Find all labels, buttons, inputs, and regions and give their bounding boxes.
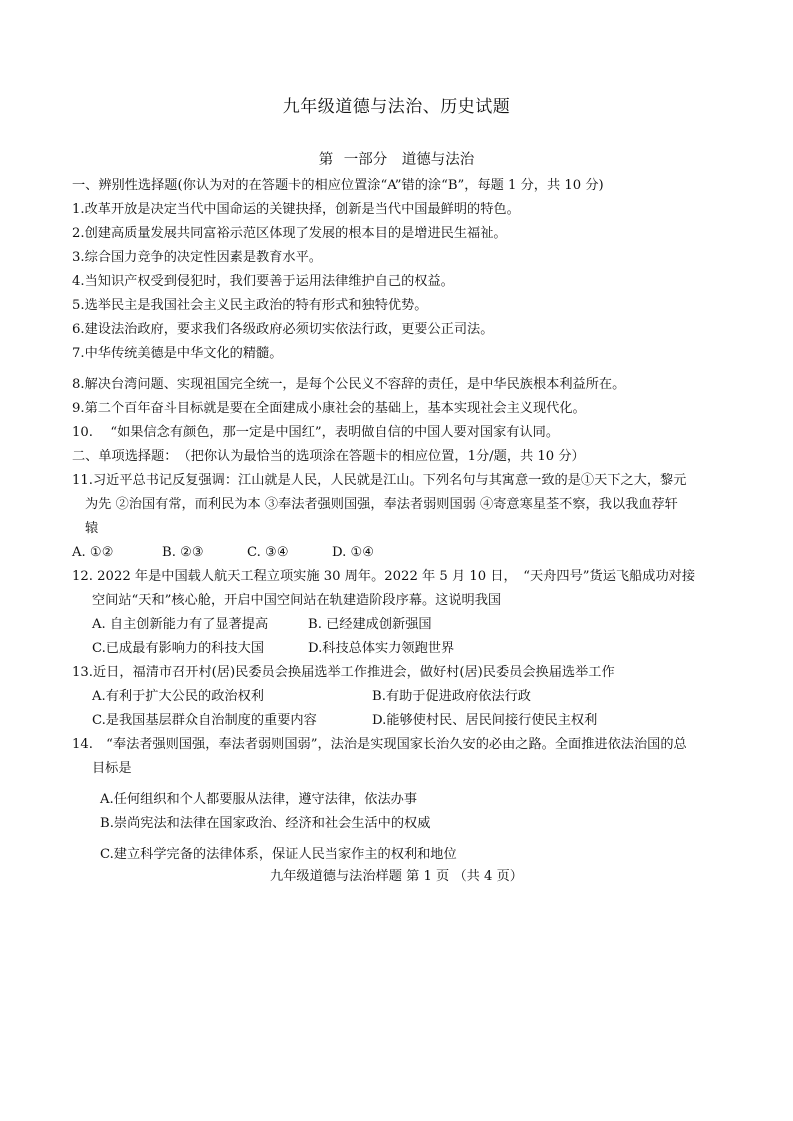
question-13-options-row2 bbox=[92, 711, 597, 731]
option-a: A.有利于扩大公民的政治权利 bbox=[92, 689, 264, 704]
page-footer: 九年级道德与法治样题 第 1 页 （共 4 页） bbox=[270, 869, 523, 884]
option-b: B.崇尚宪法和法律在国家政治、经济和社会生活中的权威 bbox=[100, 816, 431, 831]
statement-item: 10. “如果信念有颜色，那一定是中国红”，表明做自信的中国人要对国家有认同。 bbox=[72, 425, 560, 440]
part-heading: 第 一部分 道德与法治 bbox=[318, 152, 475, 168]
option-c: C.建立科学完备的法律体系，保证人民当家作主的权利和地位 bbox=[100, 847, 457, 862]
option-a: A.任何组织和个人都要服从法律，遵守法律，依法办事 bbox=[100, 792, 418, 807]
option-c: C. ③④ bbox=[247, 545, 289, 560]
statement-item: 6.建设法治政府，要求我们各级政府必须切实依法行政，更要公正司法。 bbox=[72, 322, 494, 337]
option-b: B. 已经建成创新强国 bbox=[308, 617, 432, 632]
question-11-line: 11.习近平总书记反复强调：江山就是人民，人民就是江山。下列名句与其寓意一致的是①天下之大，黎元 bbox=[72, 473, 687, 488]
option-d: D.科技总体实力领跑世界 bbox=[308, 641, 455, 656]
question-12-line: 空间站“天和”核心舱，开启中国空间站在轨建造阶段序幕。这说明我国 bbox=[92, 593, 502, 608]
option-d: D. ①④ bbox=[332, 545, 375, 560]
option-a: A. ①② bbox=[72, 545, 114, 560]
question-12-line: 12. 2022 年是中国载人航天工程立项实施 30 周年。2022 年 5 月 10 日， “天舟四号”货运飞船成功对接 bbox=[72, 569, 696, 584]
question-12-options-row2 bbox=[92, 639, 454, 659]
question-12-options-row1 bbox=[92, 615, 432, 635]
statement-item: 7.中华传统美德是中华文化的精髓。 bbox=[72, 346, 283, 361]
option-c: C.是我国基层群众自治制度的重要内容 bbox=[92, 713, 317, 728]
page-title: 九年级道德与法治、历史试题 bbox=[282, 97, 511, 117]
question-11-line: 为先 ②治国有常，而利民为本 ③奉法者强则国强，奉法者弱则国弱 ④寄意寒星荃不察，我以我血荐轩 bbox=[85, 497, 678, 512]
statement-item: 9.第二个百年奋斗目标就是要在全面建成小康社会的基础上，基本实现社会主义现代化。 bbox=[72, 401, 586, 416]
statement-item: 2.创建高质量发展共同富裕示范区体现了发展的根本目的是增进民生福祉。 bbox=[72, 226, 507, 241]
statement-item: 3.综合国力竞争的决定性因素是教育水平。 bbox=[72, 250, 322, 265]
section1-heading: 一、辨别性选择题(你认为对的在答题卡的相应位置涂“A”错的涂“B”，每题 1 分，共 10 分) bbox=[72, 178, 604, 193]
option-d: D.能够使村民、居民间接行使民主权利 bbox=[372, 713, 598, 728]
statement-item: 1.改革开放是决定当代中国命运的关键抉择，创新是当代中国最鲜明的特色。 bbox=[72, 202, 520, 217]
question-14-line: 14. “奉法者强则国强，奉法者弱则国弱”，法治是实现国家长治久安的必由之路。全面推进依法治国的总 bbox=[72, 737, 687, 752]
question-14-line: 目标是 bbox=[92, 761, 132, 776]
option-b: B.有助于促进政府依法行政 bbox=[372, 689, 531, 704]
question-13-options-row1 bbox=[92, 687, 531, 707]
statement-item: 5.选举民主是我国社会主义民主政治的特有形式和独特优势。 bbox=[72, 298, 428, 313]
option-b: B. ②③ bbox=[162, 545, 204, 560]
question-11-line: 辕 bbox=[85, 521, 99, 536]
statement-item: 8.解决台湾问题、实现祖国完全统一，是每个公民义不容辞的责任，是中华民族根本利益所在。 bbox=[72, 377, 626, 392]
option-a: A. 自主创新能力有了显著提高 bbox=[92, 617, 269, 632]
question-11-options bbox=[72, 543, 374, 563]
option-c: C.已成最有影响力的科技大国 bbox=[92, 641, 265, 656]
section2-heading: 二、单项选择题： （把你认为最恰当的选项涂在答题卡的相应位置，1分/题，共 10 分） bbox=[72, 449, 585, 464]
question-13-line: 13.近日，福清市召开村(居)民委员会换届选举工作推进会，做好村(居)民委员会换届选举工作 bbox=[72, 665, 615, 680]
statement-item: 4.当知识产权受到侵犯时，我们要善于运用法律维护自己的权益。 bbox=[72, 274, 454, 289]
